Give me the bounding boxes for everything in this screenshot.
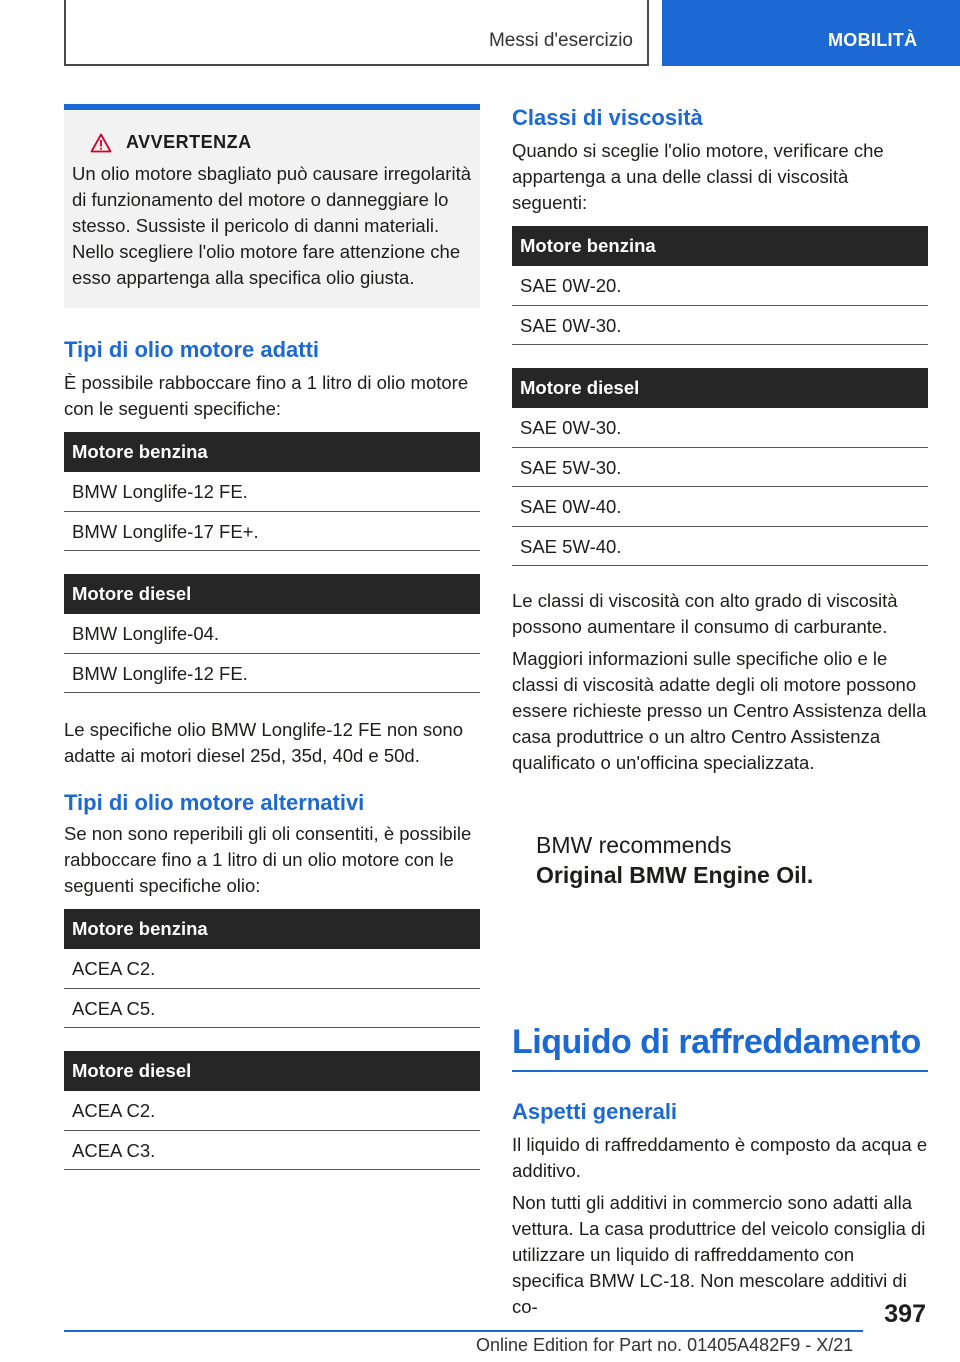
warning-title: AVVERTENZA <box>126 132 252 152</box>
longlife-note: Le specifiche olio BMW Longlife-12 FE non sono adatte ai motori diesel 25d, 35d, 40d e 50d. <box>64 719 463 766</box>
bmw-oil-banner <box>536 830 916 890</box>
alternative-petrol-table <box>64 909 480 1028</box>
right-column <box>512 104 928 776</box>
suitable-oil-intro: È possibile rabboccare fino a 1 litro di olio motore con le seguenti specifiche: <box>64 372 469 419</box>
table-header: Motore diesel <box>512 368 928 408</box>
table-row: ACEA C2. <box>64 949 480 989</box>
banner-line-1: BMW recommends <box>536 832 732 858</box>
table-row: ACEA C5. <box>64 989 480 1029</box>
warning-text: Un olio motore sbagliato può causare irregolarità di funzionamento del motore o danneggiare lo stesso. Sussiste il pericolo di danni materiali. Nello scegliere l'olio motore fare attenzione che esso appartenga alla specifica olio giusta. <box>72 163 471 288</box>
table-row: SAE 5W-40. <box>512 527 928 567</box>
viscosity-note-info: Maggiori informazioni sulle specifiche olio e le classi di viscosità adatte degli oli motore possono essere richieste presso un Centro Assistenza della casa produttrice o un altro Centro Assistenza qualificato o un'officina specializzata. <box>512 648 927 773</box>
page-number: 397 <box>884 1300 926 1328</box>
footer-rule <box>64 1330 863 1332</box>
table-header: Motore benzina <box>64 909 480 949</box>
header-section-label: Messi d'esercizio <box>488 30 633 51</box>
table-header: Motore diesel <box>64 1051 480 1091</box>
suitable-petrol-table <box>64 432 480 551</box>
coolant-paragraph-1: Il liquido di raffreddamento è composto da acqua e additivo. <box>512 1134 928 1181</box>
header-chapter-label: MOBILITÀ <box>828 30 918 50</box>
viscosity-intro: Quando si sceglie l'olio motore, verificare che appartenga a una delle classi di viscosità seguenti: <box>512 140 884 213</box>
table-header: Motore benzina <box>512 226 928 266</box>
table-header: Motore diesel <box>64 574 480 614</box>
viscosity-note-consumption: Le classi di viscosità con alto grado di viscosità possono aumentare il consumo di carburante. <box>512 590 898 637</box>
header-chapter-tab[interactable] <box>662 0 960 66</box>
coolant-section <box>512 1020 928 1320</box>
alternative-oil-intro: Se non sono reperibili gli oli consentiti, è possibile rabboccare fino a 1 litro di un olio motore con le seguenti specifiche olio: <box>64 823 472 896</box>
coolant-title-rule <box>512 1070 928 1072</box>
viscosity-petrol-table <box>512 226 928 345</box>
table-row: SAE 5W-30. <box>512 448 928 488</box>
table-row: SAE 0W-40. <box>512 487 928 527</box>
table-row: BMW Longlife-12 FE. <box>64 472 480 512</box>
table-row: BMW Longlife-04. <box>64 614 480 654</box>
suitable-diesel-table <box>64 574 480 693</box>
table-row: SAE 0W-30. <box>512 306 928 346</box>
warning-triangle-icon <box>90 133 112 153</box>
table-header: Motore benzina <box>64 432 480 472</box>
table-row: BMW Longlife-12 FE. <box>64 654 480 694</box>
viscosity-diesel-table <box>512 368 928 566</box>
table-row: ACEA C2. <box>64 1091 480 1131</box>
left-column <box>64 104 480 1170</box>
warning-box <box>64 104 480 308</box>
warning-title-row <box>72 132 472 153</box>
table-row: BMW Longlife-17 FE+. <box>64 512 480 552</box>
coolant-general-heading: Aspetti generali <box>512 1099 678 1124</box>
suitable-oil-heading: Tipi di olio motore adatti <box>64 337 320 362</box>
coolant-title: Liquido di raffreddamento <box>512 1023 921 1061</box>
table-row: ACEA C3. <box>64 1131 480 1171</box>
table-row: SAE 0W-30. <box>512 408 928 448</box>
alternative-diesel-table <box>64 1051 480 1170</box>
viscosity-heading: Classi di viscosità <box>512 105 703 130</box>
coolant-paragraph-2: Non tutti gli additivi in commercio sono adatti alla vettura. La casa produttrice del veicolo consiglia di utilizzare un liquido di raffreddamento con specifica BMW LC-18. Non mescolare additivi di co- <box>512 1192 926 1317</box>
table-row: SAE 0W-20. <box>512 266 928 306</box>
header-section-tab <box>64 0 649 66</box>
banner-line-2: Original BMW Engine Oil. <box>536 862 814 888</box>
alternative-oil-heading: Tipi di olio motore alternativi <box>64 790 365 815</box>
footer-edition: Online Edition for Part no. 01405A482F9 - X/21 <box>476 1335 854 1355</box>
